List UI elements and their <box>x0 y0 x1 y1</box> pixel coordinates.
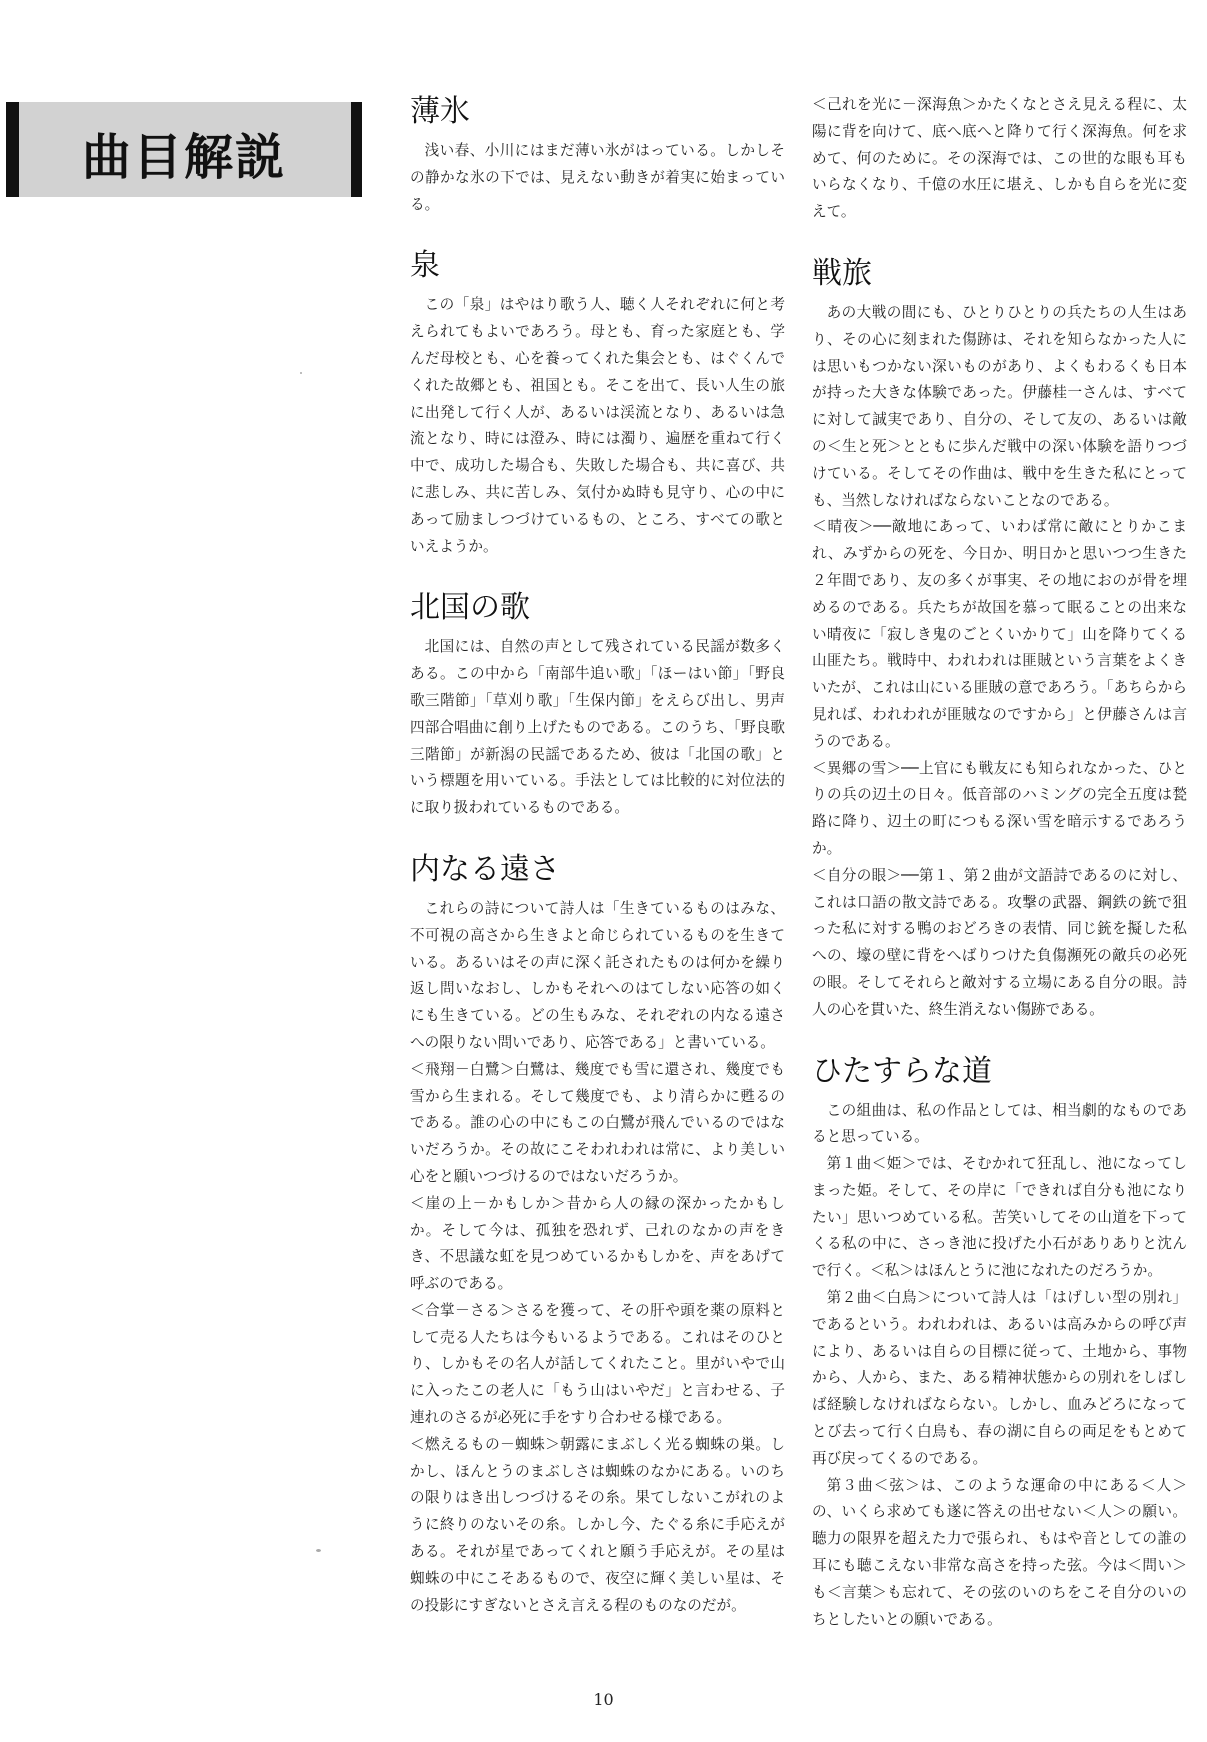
paragraph: ＜自分の眼＞──第１、第２曲が文語詩であるのに対し、これは口語の散文詩である。攻撃の武器、鋼鉄の銃で狙った私に対する鴨のおどろきの表情、同じ銃を擬した私への、壕の壁に背をへばりつけた負傷瀕死の敵兵の必死の眼。そしてそれらと敵対する立場にある自分の眼。詩人の心を貫いた、終生消えない傷跡である。 <box>812 866 1187 1018</box>
page-number: 10 <box>593 1690 614 1709</box>
section-body <box>410 292 785 560</box>
article-section <box>812 92 1187 226</box>
section-body <box>410 634 785 822</box>
section-title: 戦旅 <box>812 255 872 291</box>
article-section <box>410 588 785 822</box>
section-body <box>812 92 1187 226</box>
middle-column <box>410 92 785 1619</box>
paragraph: ＜飛翔－白鷺＞白鷺は、幾度でも雪に還され、幾度でも雪から生まれる。そして幾度でも、より清らかに甦るのである。誰の心の中にもこの白鷺が飛んでいるのではないだろうか。その故にこそわれわれは常に、より美しい心をと願いつづけるのではないだろうか。 <box>410 1060 785 1185</box>
paragraph: ＜己れを光に－深海魚＞かたくなとさえ見える程に、太陽に背を向けて、底へ底へと降りて行く深海魚。何を求めて、何のために。その深海では、この世的な眼も耳もいらなくなり、千億の水圧に堪え、しかも自らを光に変えて。 <box>812 96 1187 221</box>
paragraph: 第３曲＜弦＞は、このような運命の中にある＜人＞の、いくら求めても遂に答えの出せない＜人＞の願い。聴力の限界を超えた力で張られ、もはや音としての誰の耳にも聴こえない非常な高さを持った弦。今は＜問い＞も＜言葉＞も忘れて、その弦のいのちをこそ自分のいのちとしたいとの願いである。 <box>812 1476 1187 1628</box>
article-section <box>410 246 785 560</box>
section-body <box>410 138 785 218</box>
paragraph: 浅い春、小川にはまだ薄い氷がはっている。しかしその静かな氷の下では、見えない動きが着実に始まっている。 <box>410 142 785 213</box>
scan-speck <box>316 1549 321 1552</box>
section-body <box>812 300 1187 1024</box>
article-section <box>410 850 785 1620</box>
section-body <box>812 1098 1187 1634</box>
article-section <box>812 254 1187 1024</box>
paragraph: あの大戦の間にも、ひとりひとりの兵たちの人生はあり、その心に刻まれた傷跡は、それを知らなかった人には思いもつかない深いものがあり、よくもわるくも日本が持った大きな体験であった。伊藤桂一さんは、すべてに対して誠実であり、自分の、そして友の、あるいは敵の＜生と死＞とともに歩んだ戦中の深い体験を語りつづけている。そしてその作曲は、戦中を生きた私にとっても、当然しなければならないことなのである。 <box>812 303 1187 509</box>
paragraph: 第２曲＜白鳥＞について詩人は「はげしい型の別れ」であるという。われわれは、あるいは高みからの呼び声により、あるいは自らの目標に従って、土地から、事物から、人から、また、ある精神状態からの別れをしばしば経験しなければならない。しかし、血みどろになってとび去って行く白鳥も、春の湖に自らの両足をもとめて再び戻ってくるのである。 <box>812 1289 1187 1467</box>
heading-bar-right <box>351 102 362 197</box>
section-heading-box <box>6 102 362 197</box>
paragraph: 第１曲＜姫＞では、そむかれて狂乱し、池になってしまった姫。そして、その岸に「できれば自分も池になりたい」思いつめている私。苦笑いしてその山道を下ってくる私の中に、さっき池に投げた小石がありありと沈んで行く。＜私＞はほんとうに池になれたのだろうか。 <box>812 1155 1187 1280</box>
right-column <box>812 92 1187 1633</box>
section-body <box>410 896 785 1620</box>
section-title: 薄氷 <box>410 94 470 129</box>
paragraph: ＜晴夜＞──敵地にあって、いわば常に敵にとりかこまれ、みずからの死を、今日か、明日かと思いつつ生きた２年間であり、友の多くが事実、その地におのが骨を埋めるのである。兵たちが故国を慕って眠ることの出来ない晴夜に「寂しき鬼のごとくいかりて」山を降りてくる山匪たち。戦時中、われわれは匪賊という言葉をよくきいたが、これは山にいる匪賊の意であろう。「あちらから見れば、われわれが匪賊なのですから」と伊藤さんは言うのである。 <box>812 518 1187 750</box>
paragraph: ＜合掌－さる＞さるを獲って、その肝や頭を薬の原料として売る人たちは今もいるようである。これはそのひとり、しかもその名人が話してくれたこと。里がいやで山に入ったこの老人に「もう山はいやだ」と言わせる、子連れのさるが必死に手をすり合わせる様である。 <box>410 1301 785 1427</box>
article-section <box>812 1052 1187 1634</box>
paragraph: ＜異郷の雪＞──上官にも戦友にも知られなかった、ひとりの兵の辺土の日々。低音部のハミングの完全五度は甃路に降り、辺土の町につもる深い雪を暗示するであろうか。 <box>812 759 1187 857</box>
paragraph: ＜燃えるもの－蜘蛛＞朝露にまぶしく光る蜘蛛の巣。しかし、ほんとうのまぶしさは蜘蛛のなかにある。いのちの限りはき出しつづけるその糸。果てしないこがれのように終りのないその糸。しかし今、たぐる糸に手応えがある。それが星であってくれと願う手応えが。その星は蜘蛛の中にこそあるもので、夜空に輝く美しい星は、その投影にすぎないとさえ言える程のものなのだが。 <box>410 1435 785 1614</box>
article-section <box>410 92 785 218</box>
paragraph: この組曲は、私の作品としては、相当劇的なものであると思っている。 <box>812 1101 1187 1146</box>
section-title: ひたすらな道 <box>812 1053 992 1089</box>
section-title: 泉 <box>410 248 440 284</box>
section-title: 内なる遠さ <box>410 851 560 887</box>
scan-speck <box>300 372 302 374</box>
paragraph: この「泉」はやはり歌う人、聴く人それぞれに何と考えられてもよいであろう。母とも、育った家庭とも、学んだ母校とも、心を養ってくれた集会とも、はぐくんでくれた故郷とも、祖国とも。そこを出て、長い人生の旅に出発して行く人が、あるいは渓流となり、あるいは急流となり、時には澄み、時には濁り、遍歴を重ねて行く中で、成功した場合も、失敗した場合も、共に喜び、共に悲しみ、共に苦しみ、気付かぬ時も見守り、心の中にあって励ましつづけているもの、ところ、すべての歌といえようか。 <box>410 296 785 555</box>
paragraph: ＜崖の上－かもしか＞昔から人の縁の深かったかもしか。そして今は、孤独を恐れず、己れのなかの声をきき、不思議な虹を見つめているかもしかを、声をあげて呼ぶのである。 <box>410 1194 785 1293</box>
section-title: 北国の歌 <box>410 590 530 626</box>
paragraph: これらの詩について詩人は「生きているものはみな、不可視の高さから生きよと命じられているものを生きている。あるいはその声に深く託されたものは何かを繰り返し問いなおし、しかもそれへのはてしない応答の如くにも生きている。どの生もみな、それぞれの内なる遠さへの限りない問いであり、応答である」と書いている。 <box>410 899 785 1051</box>
page-title: 曲目解説 <box>81 129 286 186</box>
paragraph: 北国には、自然の声として残されている民謡が数多くある。この中から「南部牛追い歌」「ほーはい節」「野良歌三階節」「草刈り歌」「生保内節」をえらび出し、男声四部合唱曲に創り上げたものである。このうち、「野良歌三階節」が新潟の民謡であるため、彼は「北国の歌」という標題を用いている。手法としては比較的に対位法的に取り扱われているものである。 <box>410 638 785 817</box>
